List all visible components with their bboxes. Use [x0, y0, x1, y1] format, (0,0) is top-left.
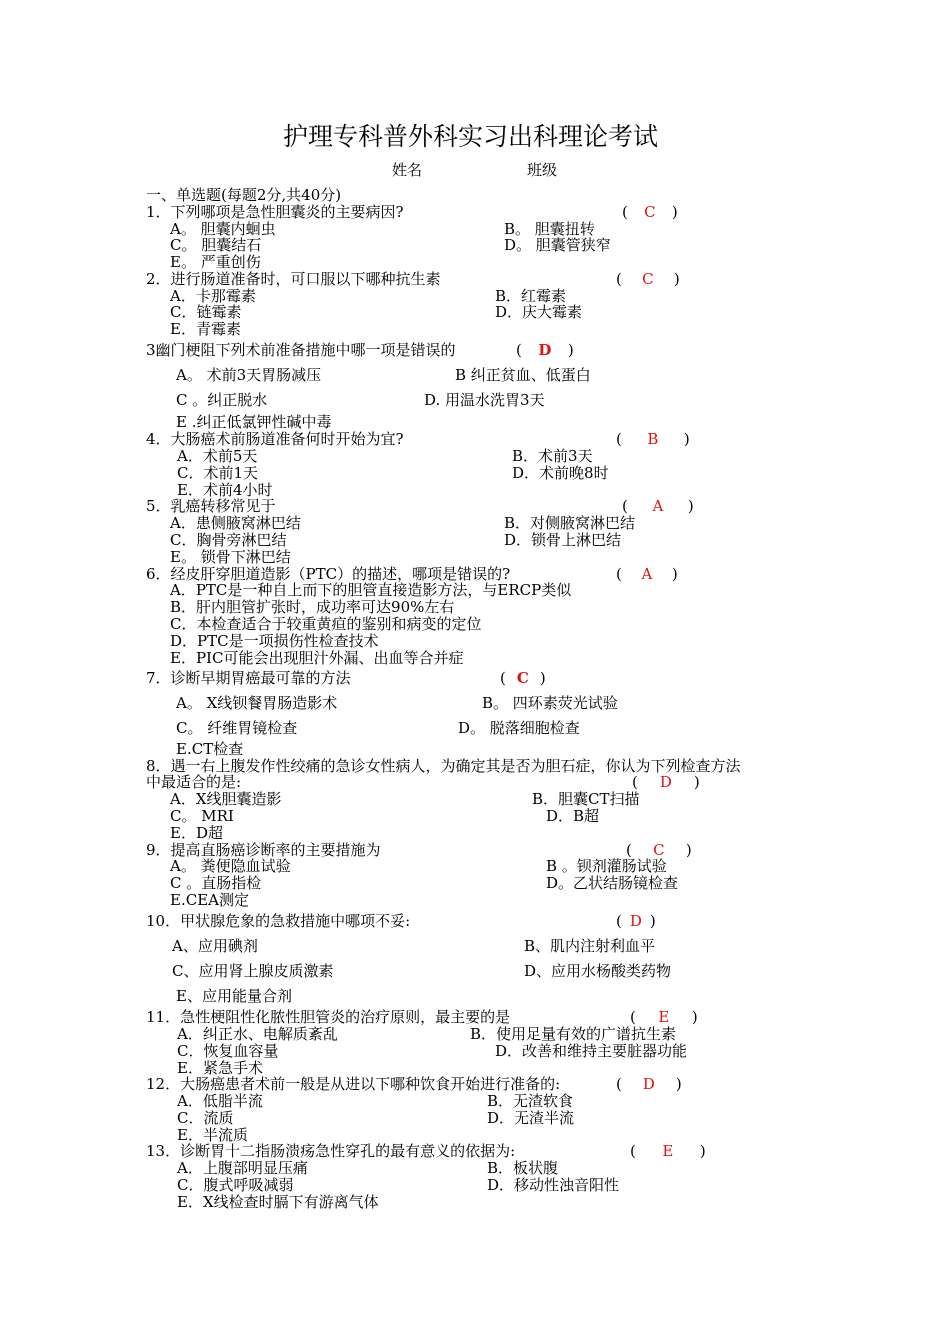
answer-mark: A — [652, 497, 664, 515]
option-d: D。 胆囊管狭窄 — [504, 236, 611, 254]
option-c: C。 MRI — [170, 807, 234, 825]
answer-mark: C — [644, 203, 656, 221]
page-title: 护理专科普外科实习出科理论考试 — [283, 122, 659, 151]
class-label: 班级 — [527, 161, 558, 179]
option-d: D．改善和维持主要脏器功能 — [495, 1042, 688, 1060]
option-c: C．链霉素 — [170, 303, 242, 321]
option-e: E．X线检查时膈下有游离气体 — [177, 1193, 379, 1211]
option-a: A。 胆囊内蛔虫 — [170, 220, 276, 238]
option-d: D. 用温水洗胃3天 — [424, 391, 545, 409]
option-d: D。乙状结肠镜检查 — [546, 874, 679, 892]
question-stem: 13．诊断胃十二指肠溃疡急性穿孔的最有意义的依据为: — [146, 1142, 516, 1160]
question-stem: 8．遇一右上腹发作性绞痛的急诊女性病人，为确定其是否为胆石症，你认为下列检查方法 — [146, 757, 741, 775]
answer-mark: E — [658, 1008, 670, 1026]
option-c: C。 纤维胃镜检查 — [176, 719, 298, 737]
answer-mark: D — [642, 1075, 655, 1093]
question-stem: 3幽门梗阻下列术前准备措施中哪一项是错误的 — [146, 341, 456, 359]
answer-bracket: ( D ) — [616, 1075, 682, 1093]
option-b: B．无渣软食 — [487, 1092, 574, 1110]
option-a: A．患侧腋窝淋巴结 — [170, 514, 301, 532]
answer-mark: C — [642, 270, 654, 288]
answer-mark: C — [653, 841, 665, 859]
option-e: E.CEA测定 — [170, 891, 249, 909]
option-a: A．纠正水、电解质紊乱 — [177, 1025, 338, 1043]
option-a: A．低脂半流 — [177, 1092, 263, 1110]
option-c: C．恢复血容量 — [177, 1042, 279, 1060]
option-b: B．术前3天 — [512, 447, 593, 465]
question-stem: 9．提高直肠癌诊断率的主要措施为 — [146, 841, 381, 859]
option-b: B。 四环素荧光试验 — [482, 694, 618, 712]
option-c: C．流质 — [177, 1109, 234, 1127]
option-a: A。 X线钡餐胃肠造影术 — [176, 694, 338, 712]
option-a: A．X线胆囊造影 — [170, 790, 282, 808]
name-label: 姓名 — [392, 161, 423, 179]
option-e: E、应用能量合剂 — [176, 987, 292, 1005]
question-stem: 4．大肠癌术前肠道准备何时开始为宜? — [146, 430, 404, 448]
option-d: D、应用水杨酸类药物 — [524, 962, 672, 980]
option-b: B．板状腹 — [487, 1159, 559, 1177]
option-e: E．术前4小时 — [177, 481, 273, 499]
answer-mark: D — [538, 341, 552, 359]
option-a: A．术前5天 — [177, 447, 258, 465]
answer-bracket: ( D ) — [632, 773, 700, 791]
option-d: D．术前晚8时 — [512, 464, 609, 482]
answer-bracket: ( C ) — [626, 841, 692, 859]
option-b: B。 胆囊扭转 — [504, 220, 595, 238]
answer-bracket: ( D ) — [616, 912, 656, 930]
option-c: C．胸骨旁淋巴结 — [170, 531, 287, 549]
question-stem: 12．大肠癌患者术前一般是从进以下哪种饮食开始进行准备的: — [146, 1075, 561, 1093]
question-stem-line2: 中最适合的是: — [146, 773, 242, 791]
option-e: E .纠正低氯钾性碱中毒 — [176, 413, 332, 431]
option-e: E。 锁骨下淋巴结 — [170, 548, 291, 566]
option-c: C．术前1天 — [177, 464, 259, 482]
answer-mark: C — [516, 669, 529, 687]
option-b: B、肌内注射利血平 — [524, 937, 656, 955]
option-b: B．红霉素 — [495, 287, 567, 305]
option-c: C、应用肾上腺皮质激素 — [172, 962, 334, 980]
question-stem: 10．甲状腺危象的急救措施中哪项不妥: — [146, 912, 411, 930]
option-a: A。 术前3天胃肠减压 — [176, 366, 322, 384]
option-a: A．卡那霉素 — [170, 287, 256, 305]
option-a: A。 粪便隐血试验 — [170, 857, 291, 875]
answer-mark: B — [647, 430, 659, 448]
answer-mark: A — [641, 565, 653, 583]
option-b: B．使用足量有效的广谱抗生素 — [470, 1025, 677, 1043]
option-a: A．上腹部明显压痛 — [177, 1159, 308, 1177]
question-stem: 5．乳癌转移常见于 — [146, 497, 276, 515]
option-b: B 纠正贫血、低蛋白 — [455, 366, 591, 384]
option-b: B．对侧腋窝淋巴结 — [504, 514, 636, 532]
option-c: C．腹式呼吸减弱 — [177, 1176, 294, 1194]
answer-mark: D — [659, 773, 672, 791]
answer-bracket: ( B ) — [616, 430, 690, 448]
option-e: E.CT检查 — [176, 740, 244, 758]
option-a: A、应用碘剂 — [172, 937, 258, 955]
option-d: D。 脱落细胞检查 — [458, 719, 580, 737]
option-e: E．紧急手术 — [177, 1059, 263, 1077]
option-e: E．D超 — [170, 824, 223, 842]
option-b: B．肝内胆管扩张时，成功率可达90%左右 — [170, 598, 455, 616]
option-d: D．PTC是一项损伤性检查技术 — [170, 632, 379, 650]
answer-mark: E — [662, 1142, 674, 1160]
answer-bracket: ( E ) — [630, 1142, 706, 1160]
option-d: D．锁骨上淋巴结 — [504, 531, 622, 549]
answer-bracket: ( C ) — [500, 669, 546, 687]
option-e: E．青霉素 — [170, 320, 241, 338]
option-c: C．本检查适合于较重黄疸的鉴别和病变的定位 — [170, 615, 482, 633]
option-d: D．庆大霉素 — [495, 303, 583, 321]
question-stem: 11．急性梗阻性化脓性胆管炎的治疗原则，最主要的是 — [146, 1008, 511, 1026]
option-e: E．PIC可能会出现胆汁外漏、出血等合并症 — [170, 649, 464, 667]
answer-bracket: ( D ) — [516, 341, 574, 359]
option-e: E。 严重创伤 — [170, 253, 261, 271]
option-e: E．半流质 — [177, 1126, 248, 1144]
question-stem: 6．经皮肝穿胆道造影（PTC）的描述，哪项是错误的? — [146, 565, 511, 583]
option-c: C 。直肠指检 — [170, 874, 262, 892]
option-d: D．B超 — [546, 807, 600, 825]
option-b: B．胆囊CT扫描 — [532, 790, 640, 808]
answer-bracket: ( A ) — [616, 565, 678, 583]
option-c: C。 胆囊结石 — [170, 236, 262, 254]
answer-bracket: ( C ) — [616, 270, 680, 288]
option-d: D．移动性浊音阳性 — [487, 1176, 620, 1194]
option-c: C 。纠正脱水 — [176, 391, 268, 409]
section-heading: 一、单选题(每题2分,共40分) — [146, 186, 342, 204]
answer-bracket: ( A ) — [622, 497, 694, 515]
answer-mark: D — [629, 912, 642, 930]
answer-bracket: ( C ) — [622, 203, 678, 221]
option-d: D．无渣半流 — [487, 1109, 575, 1127]
answer-bracket: ( E ) — [630, 1008, 698, 1026]
question-stem: 7．诊断早期胃癌最可靠的方法 — [146, 669, 351, 687]
question-stem: 1．下列哪项是急性胆囊炎的主要病因? — [146, 203, 404, 221]
option-b: B 。钡剂灌肠试验 — [546, 857, 667, 875]
question-stem: 2．进行肠道准备时，可口服以下哪种抗生素 — [146, 270, 441, 288]
option-a: A．PTC是一种自上而下的胆管直接造影方法，与ERCP类似 — [170, 581, 572, 599]
